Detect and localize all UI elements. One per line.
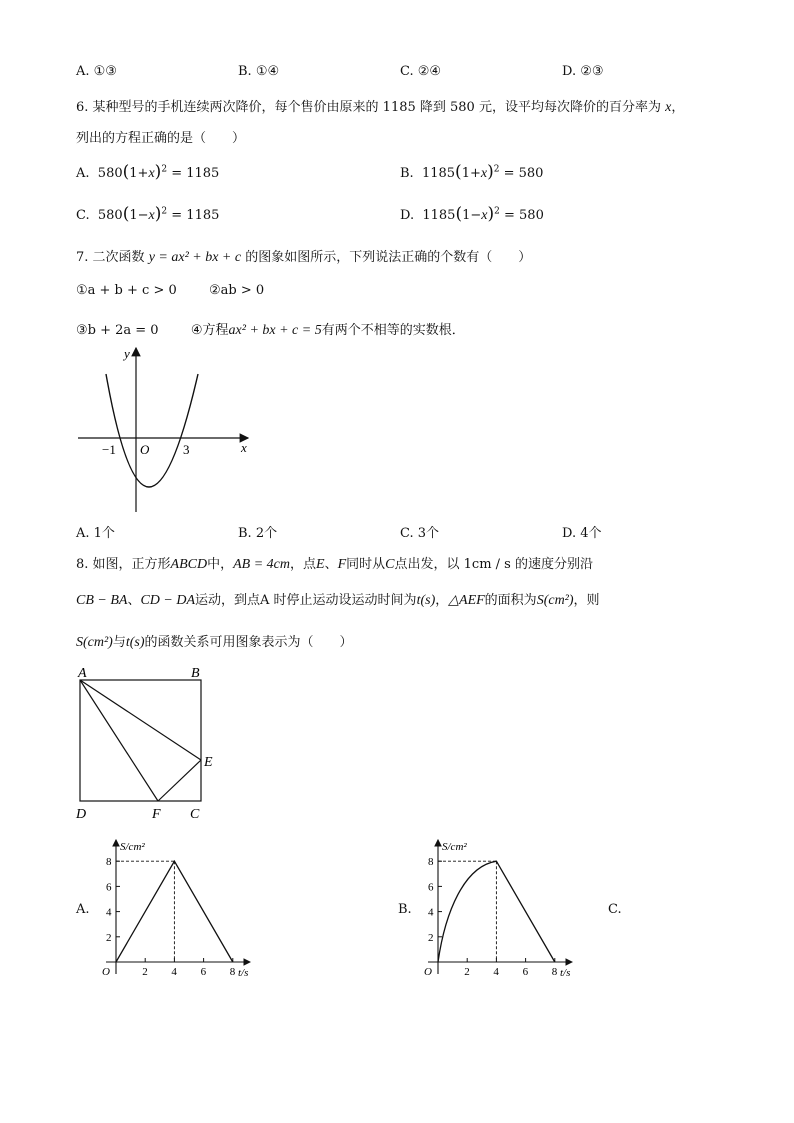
segment-ae xyxy=(80,680,201,760)
x-tick-label: 2 xyxy=(142,966,148,978)
origin-label: O xyxy=(140,442,150,457)
q6-var: x xyxy=(665,100,672,115)
x-tick-label: 4 xyxy=(493,966,499,978)
q5-option-a: A. ①③ xyxy=(76,64,117,79)
x-tick-label: 8 xyxy=(551,966,558,978)
point-label-e: E xyxy=(204,755,213,770)
q8-text: 8. 如图，正方形 xyxy=(76,557,171,572)
q8-graph-b xyxy=(412,836,582,981)
x-tick-label: 4 xyxy=(171,966,177,978)
y-axis-label: S/cm² xyxy=(442,841,467,853)
y-tick-label: 8 xyxy=(428,856,434,869)
q6-stem-line2: 列出的方程正确的是（ ） xyxy=(76,131,246,146)
segment-af xyxy=(80,680,158,801)
q6-option-d: D. $1185(1-x)^2 = 580$ xyxy=(400,204,544,224)
formula-sign: + xyxy=(137,166,149,181)
q7-function: y = ax² + bx + c xyxy=(148,250,242,265)
q8-option-b-label: B. xyxy=(398,902,412,917)
square-abcd xyxy=(80,680,201,801)
q8-option-c-label: C. xyxy=(608,902,622,917)
formula-sign: − xyxy=(470,208,482,223)
q5-option-c: C. ②④ xyxy=(400,64,442,79)
y-tick-label: 2 xyxy=(106,931,112,944)
q8-text: 同时从 xyxy=(346,557,386,572)
q6-comma: ， xyxy=(671,100,685,115)
q8-graph-a xyxy=(90,836,260,981)
q8-text: ，则 xyxy=(573,593,600,608)
x-axis-label: x xyxy=(241,440,247,455)
y-axis-label: y xyxy=(124,346,130,361)
q8-text: 的面积为 xyxy=(484,593,537,608)
y-tick-label: 6 xyxy=(106,881,112,894)
q8-text: 的函数关系可用图象表示为（ ） xyxy=(144,635,353,650)
vertex-label-d: D xyxy=(76,807,87,822)
y-tick-label: 4 xyxy=(428,906,434,919)
q8-stem-line3 xyxy=(76,631,353,651)
x-tick-label: 6 xyxy=(200,966,207,978)
q8-area-var: S(cm²) xyxy=(536,593,574,608)
x-tick-label: 8 xyxy=(229,966,236,978)
q7-statements-row2 xyxy=(76,319,465,339)
y-tick-label: 4 xyxy=(106,906,112,919)
q6-option-b: B. $1185(1+x)^2 = 580$ xyxy=(400,162,544,182)
formula-lead: 580 xyxy=(97,208,123,223)
option-label: D. xyxy=(400,208,415,223)
q8-stem-line1 xyxy=(76,553,593,573)
formula-rhs: = 580 xyxy=(504,208,544,223)
q6-stem-line1 xyxy=(76,96,684,116)
q8-text: 与 xyxy=(112,635,126,650)
q8-square-name: ABCD xyxy=(170,557,208,572)
formula-lead: 1185 xyxy=(422,208,456,223)
q8-area-var: S(cm²) xyxy=(76,635,113,650)
origin-label: O xyxy=(424,966,432,978)
q6-option-c: C. $580(1-x)^2 = 1185$ xyxy=(76,204,220,224)
q8-point-f: F xyxy=(337,557,347,572)
q8-text: 、 xyxy=(127,593,141,608)
x-tick-label: 2 xyxy=(464,966,470,978)
q8-square-figure xyxy=(70,662,230,824)
y-tick-label: 2 xyxy=(428,931,434,944)
q8-path-f: CD − DA xyxy=(140,593,196,608)
q8-time-var: t(s) xyxy=(125,635,145,650)
q6-text: 6. 某种型号的手机连续两次降价，每个售价由原来的 1185 降到 580 元，设平均每次降价的百分率为 xyxy=(76,100,661,115)
formula-lead: 1185 xyxy=(421,166,456,181)
q8-point-e: E xyxy=(316,557,325,572)
q8-option-a-label: A. xyxy=(76,902,90,917)
point-label-f: F xyxy=(152,807,161,822)
q7-statement-4-equation: ax² + bx + c = 5 xyxy=(228,323,322,338)
q8-path-e: CB − BA xyxy=(76,593,128,608)
formula-lead: 580 xyxy=(97,166,123,181)
q8-stem-line2 xyxy=(76,589,600,609)
y-tick-label: 6 xyxy=(428,881,434,894)
q8-point-c: C xyxy=(385,557,395,572)
q7-stem xyxy=(76,246,531,266)
q5-option-d: D. ②③ xyxy=(562,64,604,79)
x-tick-label: 6 xyxy=(522,966,529,978)
formula-sign: − xyxy=(137,208,149,223)
parabola-curve xyxy=(106,374,198,487)
q8-side-length: AB = 4cm xyxy=(233,557,290,572)
q8-text: ，点 xyxy=(290,557,317,572)
y-tick-label: 8 xyxy=(106,856,112,869)
q7-prefix: 7. 二次函数 xyxy=(76,250,145,265)
q5-option-b: B. ①④ xyxy=(238,64,280,79)
formula-sign: + xyxy=(469,166,481,181)
segment-ef xyxy=(158,760,201,801)
tick-label-neg1: −1 xyxy=(102,442,116,457)
q7-statements-row1 xyxy=(76,283,264,298)
option-label: B. xyxy=(400,166,414,181)
tick-label-3: 3 xyxy=(183,442,190,457)
q7-statement-1: ①a + b + c > 0 xyxy=(76,283,177,298)
q8-text: 、 xyxy=(324,557,338,572)
q8-text: 运动，到点A 时停止运动设运动时间为 xyxy=(195,593,417,608)
x-axis-label: t/s xyxy=(238,967,249,979)
q8-text: 点出发，以 1cm / s 的速度分别沿 xyxy=(394,557,593,572)
q7-option-d: D. 4个 xyxy=(562,526,602,541)
vertex-label-b: B xyxy=(191,666,200,681)
q7-statement-3: ③b + 2a = 0 xyxy=(76,323,159,338)
q7-statement-4-prefix: ④方程 xyxy=(190,323,229,338)
formula-rhs: = 1185 xyxy=(171,166,220,181)
option-label: C. xyxy=(76,208,90,223)
q8-text: ， xyxy=(435,593,449,608)
vertex-label-a: A xyxy=(78,666,87,681)
q8-time-var: t(s) xyxy=(416,593,436,608)
option-label: A. xyxy=(76,166,90,181)
x-axis-label: t/s xyxy=(560,967,571,979)
q7-statement-2: ②ab > 0 xyxy=(209,283,265,298)
q6-option-a: A. $580(1+x)^2 = 1185$ xyxy=(76,162,220,182)
q7-statement-4-suffix: 有两个不相等的实数根． xyxy=(321,323,465,338)
q7-suffix: 的图象如图所示，下列说法正确的个数有（ ） xyxy=(245,250,532,265)
q7-option-b: B. 2个 xyxy=(238,526,278,541)
q7-option-c: C. 3个 xyxy=(400,526,440,541)
q7-parabola-graph xyxy=(70,340,260,515)
q7-option-a: A. 1个 xyxy=(76,526,115,541)
vertex-label-c: C xyxy=(190,807,200,822)
q8-triangle: △AEF xyxy=(448,593,485,608)
y-axis-label: S/cm² xyxy=(120,841,145,853)
origin-label: O xyxy=(102,966,110,978)
formula-rhs: = 1185 xyxy=(171,208,220,223)
q8-text: 中， xyxy=(207,557,234,572)
formula-rhs: = 580 xyxy=(503,166,544,181)
